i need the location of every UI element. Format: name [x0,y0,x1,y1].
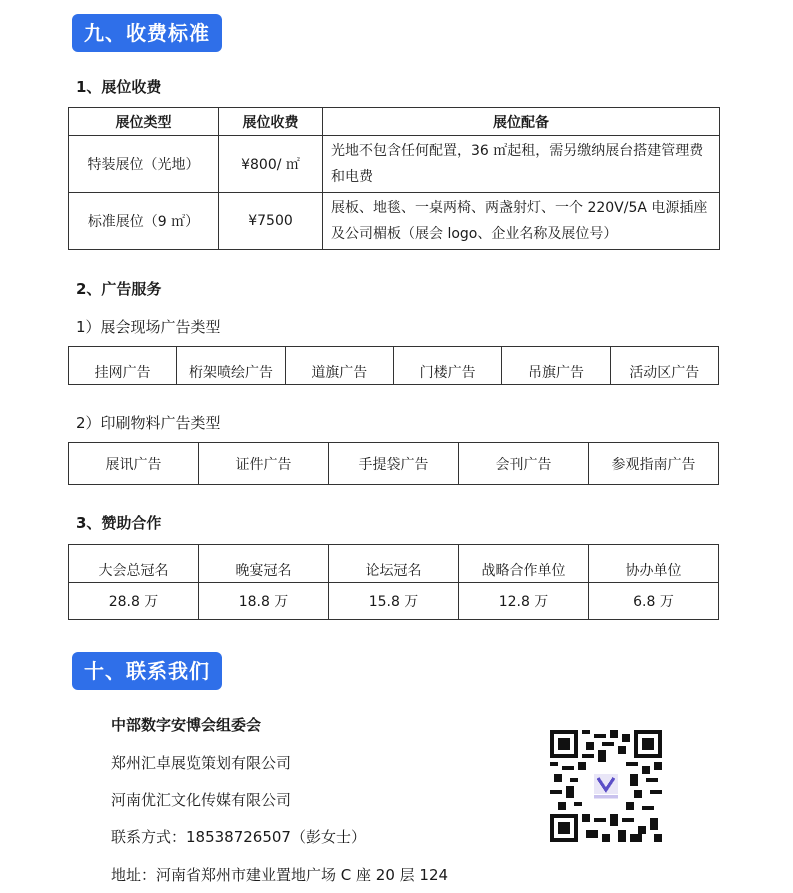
booth-fee-table [68,107,720,250]
table-cell: 标准展位（9 ㎡） [69,193,219,250]
print-ad-heading: 2）印刷物料广告类型 [76,414,221,432]
header-cell: 展位类型 [69,108,219,136]
table-cell: 展板、地毯、一桌两椅、两盏射灯、一个 220V/5A 电源插座及公司楣板（展会 logo、企业名称及展位号） [323,193,720,250]
table-cell: ¥7500 [219,193,323,250]
header-cell: 展位收费 [219,108,323,136]
table-cell: 28.8 万 [69,583,199,620]
table-cell: 吊旗广告 [502,347,610,385]
section-title-contact: 十、联系我们 [72,652,222,690]
table-row [69,347,719,385]
sponsor-table [68,544,719,620]
table-row [69,545,719,583]
table-cell: 会刊广告 [459,443,589,485]
table-row [69,443,719,485]
table-header-row [69,108,720,136]
table-cell: 18.8 万 [199,583,329,620]
onsite-ad-table [68,346,719,385]
table-cell: 12.8 万 [459,583,589,620]
table-cell: 参观指南广告 [589,443,719,485]
organizer-name: 中部数字安博会组委会 [111,716,262,734]
ad-service-heading: 2、广告服务 [76,280,162,298]
table-cell: 特装展位（光地） [69,136,219,193]
table-cell: 门楼广告 [393,347,501,385]
table-row [69,193,720,250]
table-cell: 光地不包含任何配置，36 ㎡起租，需另缴纳展台搭建管理费和电费 [323,136,720,193]
company-name-2: 河南优汇文化传媒有限公司 [111,791,292,809]
qr-code-icon [550,730,662,842]
table-cell: 战略合作单位 [459,545,589,583]
contact-phone: 联系方式：18538726507（彭女士） [111,828,366,846]
table-cell: 活动区广告 [610,347,718,385]
table-row [69,136,720,193]
table-cell: 桁架喷绘广告 [177,347,285,385]
table-cell: 道旗广告 [285,347,393,385]
table-cell: 展讯广告 [69,443,199,485]
sponsor-heading: 3、赞助合作 [76,514,162,532]
header-cell: 展位配备 [323,108,720,136]
table-cell: 6.8 万 [589,583,719,620]
table-cell: ¥800/ ㎡ [219,136,323,193]
table-cell: 手提袋广告 [329,443,459,485]
company-name-1: 郑州汇卓展览策划有限公司 [111,754,292,772]
table-cell: 协办单位 [589,545,719,583]
table-row [69,583,719,620]
table-cell: 挂网广告 [69,347,177,385]
table-cell: 15.8 万 [329,583,459,620]
table-cell: 大会总冠名 [69,545,199,583]
table-cell: 论坛冠名 [329,545,459,583]
section-title-fees: 九、收费标准 [72,14,222,52]
booth-fee-heading: 1、展位收费 [76,78,162,96]
print-ad-table [68,442,719,485]
onsite-ad-heading: 1）展会现场广告类型 [76,318,221,336]
contact-address: 地址：河南省郑州市建业置地广场 C 座 20 层 124 [111,866,449,884]
table-cell: 晚宴冠名 [199,545,329,583]
table-cell: 证件广告 [199,443,329,485]
